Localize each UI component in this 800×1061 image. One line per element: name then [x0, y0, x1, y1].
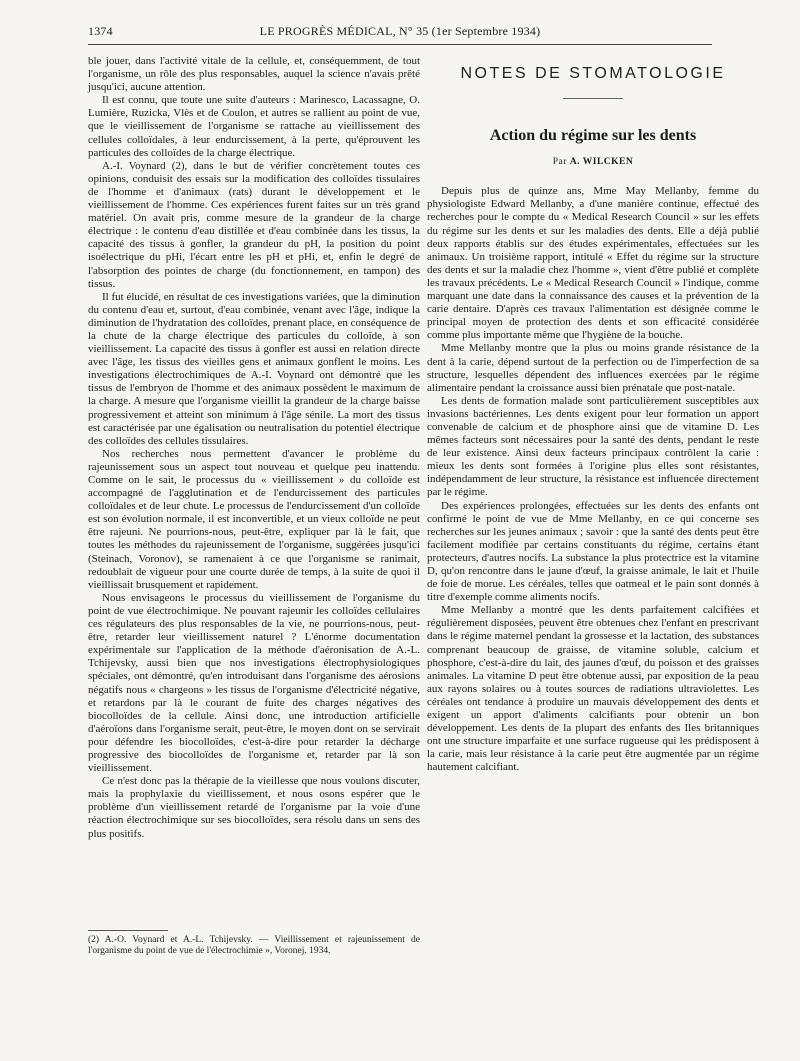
- section-title: NOTES DE STOMATOLOGIE: [460, 65, 726, 82]
- article-title: Action du régime sur les dents: [489, 127, 697, 145]
- right-paragraph: Mme Mellanby montre que la plus ou moins grande résistance de la dent à la carie, dépend surtout de la perfection ou de l'imperfection de sa structure, lesquelles dépendent des influences exercées par le régime alimentaire pendant la croissance aussi bien prénatale que post-natale.: [427, 342, 759, 394]
- header-rule: [88, 44, 712, 45]
- right-paragraph: Mme Mellanby a montré que les dents parfaitement calcifiées et régulièrement disposées, peuvent être obtenues chez l'enfant en prescrivant dans le régime maternel pendant la grossesse et la lactation, des substances comprenant beaucoup de graisse, de vitamine soluble, calcium et phosphore, c'est-à-dire du lait, des jaunes d'œuf, du poisson et des graisses animales. La vitamine D peut être obtenue aussi, par exposition de la peau aux rayons solaires ou à toutes sources de radiations ultraviolettes. Les céréales ont tendance à produire un mauvais développement des dents et exigent un apport d'aliments calcifiants pour obtenir un bon développement. Les dents de la plupart des enfants des Iles britanniques ont une structure imparfaite et une surface rugueuse qui les prédisposent à la carie, mais leur résistance à la carie peut être augmentée par un régime hautement calcifiant.: [427, 604, 759, 774]
- left-paragraph: ble jouer, dans l'activité vitale de la cellule, et, conséquemment, de tout l'organisme, un rôle des plus responsables, auquel la science n'avais prêté jusqu'ici, aucune attention.: [88, 55, 420, 94]
- left-paragraph: Nous envisageons le processus du vieillissement de l'organisme du point de vue électrochimique. Ne pouvant rajeunir les colloïdes cellulaires ces régulateurs des plus responsables de la vie, ne pourrions-nous, peut-être, retarder leur vieillissement naturel ? L'énorme documentation expérimentale sur l'application de la méthode d'aéronisation de A.-L. Tchijevsky, aussi bien que nos investigations électrophysiologiques spéciales, ont démontré, qu'en introduisant dans l'organisme des aérosions négatifs nous « chargeons » les tissus de l'organisme d'électricité négative, et retardons par là le courant de fuite des charges négatives des biocolloïdes de la cellule. Ainsi donc, une introduction artificielle d'aéroïons dans l'organisme serait, peut-être, le moyen dont on se servirait pour défendre les biocolloïdes, c'est-à-dire pour retarder la décharge progressive des biocolloïdes de l'organisme et, retarder par là son vieillissement.: [88, 591, 420, 775]
- byline-prefix: Par: [552, 157, 567, 168]
- right-paragraph: Depuis plus de quinze ans, Mme May Mellanby, femme du physiologiste Edward Mellanby, a d'une manière continue, effectué des recherches pour le compte du « Medical Research Council » sur les effets du régime sur les dents et sur les maladies des dents. Elle a déjà publié deux rapports établis sur des études expérimentales, effectuées sur les animaux. Un troisième rapport, intitulé « Effet du régime sur la structure des dents et sur la maladie chez l'homme », vient d'être publié et complète les travaux précédents. Le « Medical Research Council » l'indique, comme marquant une date dans la connaissance des causes et la prévention de la carie dentaire. D'après ces travaux l'alimentation est désignée comme le principal moyen de protection des dents et son efficacité considérée comme plus importante même que l'hygiène de la bouche.: [427, 185, 759, 342]
- running-title: LE PROGRÈS MÉDICAL, N° 35 (1er Septembre 1934): [259, 24, 541, 38]
- left-paragraph: Il fut élucidé, en résultat de ces investigations variées, que la diminution du contenu d'eau et, surtout, d'eau combinée, venant avec l'âge, indique la diminution de l'hydratation des colloïdes, prenant place, en conséquence de la chute de la charge électrique des particules du colloïde, à son vieillissement. La capacité des tissus à gonfler est aussi en relation directe avec l'âge, les tissus des vieilles gens et animaux gonflent le moins. Les investigations électrochimiques de A.-I. Voynard ont démontré que les tissus de l'embryon de l'homme et des animaux possèdent le maximum de la charge. A mesure que l'organisme vieillit la grandeur de la charge baisse progressivement et atteint son minimum à l'âge sénile. La mort des tissus est caractérisée par une égalisation ou neutralisation du potentiel électrique des colloïdes des cellules tissulaires.: [88, 290, 420, 447]
- footnote-rule: [88, 930, 168, 931]
- byline: [427, 156, 759, 169]
- running-header: [88, 24, 712, 42]
- left-paragraph: Il est connu, que toute une suite d'auteurs : Marinesco, Lacassagne, O. Lumière, Ruzicka, Vlès et de Coulon, et autres se rallient au point de vue, que le vieillissement de l'organisme se rattache au vieillissement des cellules colloïdales, à leur endurcissement, à la perte, qu'éprouvent les particules des colloïdes de la charge électrique.: [88, 94, 420, 159]
- right-column: [427, 55, 759, 775]
- section-rule: [563, 98, 623, 99]
- right-paragraph: Des expériences prolongées, effectuées sur les dents des enfants ont confirmé le point de vue de Mme Mellanby, en ce qui concerne ses recherches sur les jeunes animaux ; savoir : que la santé des dents peut être facilement modifiée par certains constituants du régime, certains étant protecteurs, d'autres nocifs. La substance la plus protectrice est la vitamine D, qu'on rencontre dans le jaune d'œuf, la graisse animale, le lait et l'huile de foie de morue. Les céréales, telles que oatmeal et le pain sont donnés à titre d'exemple comme aliments nocifs.: [427, 499, 759, 604]
- right-paragraph: Les dents de formation malade sont particulièrement susceptibles aux invasions bactériennes. Les dents exigent pour leur formation un apport convenable de calcium et de phosphore ainsi que de vitamine D. Les mêmes facteurs sont nécessaires pour la santé des dents, pendant le reste de leur existence. Ainsi deux facteurs principaux contrôlent la carie : mieux les dents sont formées à l'origine plus elles sont résistantes, indépendamment de leur structure, la résistance est influencée directement par le régime.: [427, 394, 759, 499]
- byline-author: A. WILCKEN: [569, 157, 634, 168]
- left-paragraph: Nos recherches nous permettent d'avancer le problème du rajeunissement sous un aspect tout nouveau et quelque peu inattendu. Comme on le sait, le processus du « vieillissement » du colloïde est accompagné de l'agglutination et de l'endurcissement des particules colloïdales et de leur chute. Le processus de l'endurcissement d'un colloïde est son évolution normale, il est inconvertible, et un vieux colloïde ne peut être rajeuni. Ne pourrions-nous, peut-être, expliquer par là le fait, que toutes les méthodes du rajeunissement de l'organisme, suggérées jusqu'ici (Steinach, Voronov), se ramenaient à ce que l'organisme se ranimait, redoublait de vigueur pour une courte durée de temps, à la suite de quoi il vieillissait brusquement et rapidement.: [88, 447, 420, 591]
- left-paragraph: A.-I. Voynard (2), dans le but de vérifier concrètement toutes ces opinions, conduisit des essais sur la modification des colloïdes tissulaires de l'homme et d'animaux (rats) durant le développement et le vieillissement de l'homme. Ces expériences furent faites sur un très grand matériel. On avait pris, comme mesure de la grandeur de la charge électrique : le contenu d'eau distillée et d'eau combinée dans les tissus, la capacité des tissus à gonfler, la grandeur du pH, la position du point isoélectrique du pHi, l'écart entre les pH et pHi, et, enfin le degré de l'absorption des pointes de charge (du fonctionnement, en tampon) des tissus.: [88, 159, 420, 290]
- footnote: (2) A.-O. Voynard et A.-L. Tchijevsky. — Vieillissement et rajeunissement de l'organisme du point de vue de l'électrochimie », Voronej. 1934.: [88, 935, 420, 956]
- left-paragraph: Ce n'est donc pas la thérapie de la vieillesse que nous voulons discuter, mais la prophylaxie du vieillissement, et nous osons espérer que le problème d'un vieillissement retardé de l'organisme par la voie d'une réaction électrochimique sur ses biocolloïdes, sera résolu dans un sens des plus positifs.: [88, 775, 420, 840]
- page-number: 1374: [88, 24, 113, 38]
- left-column: [88, 55, 420, 841]
